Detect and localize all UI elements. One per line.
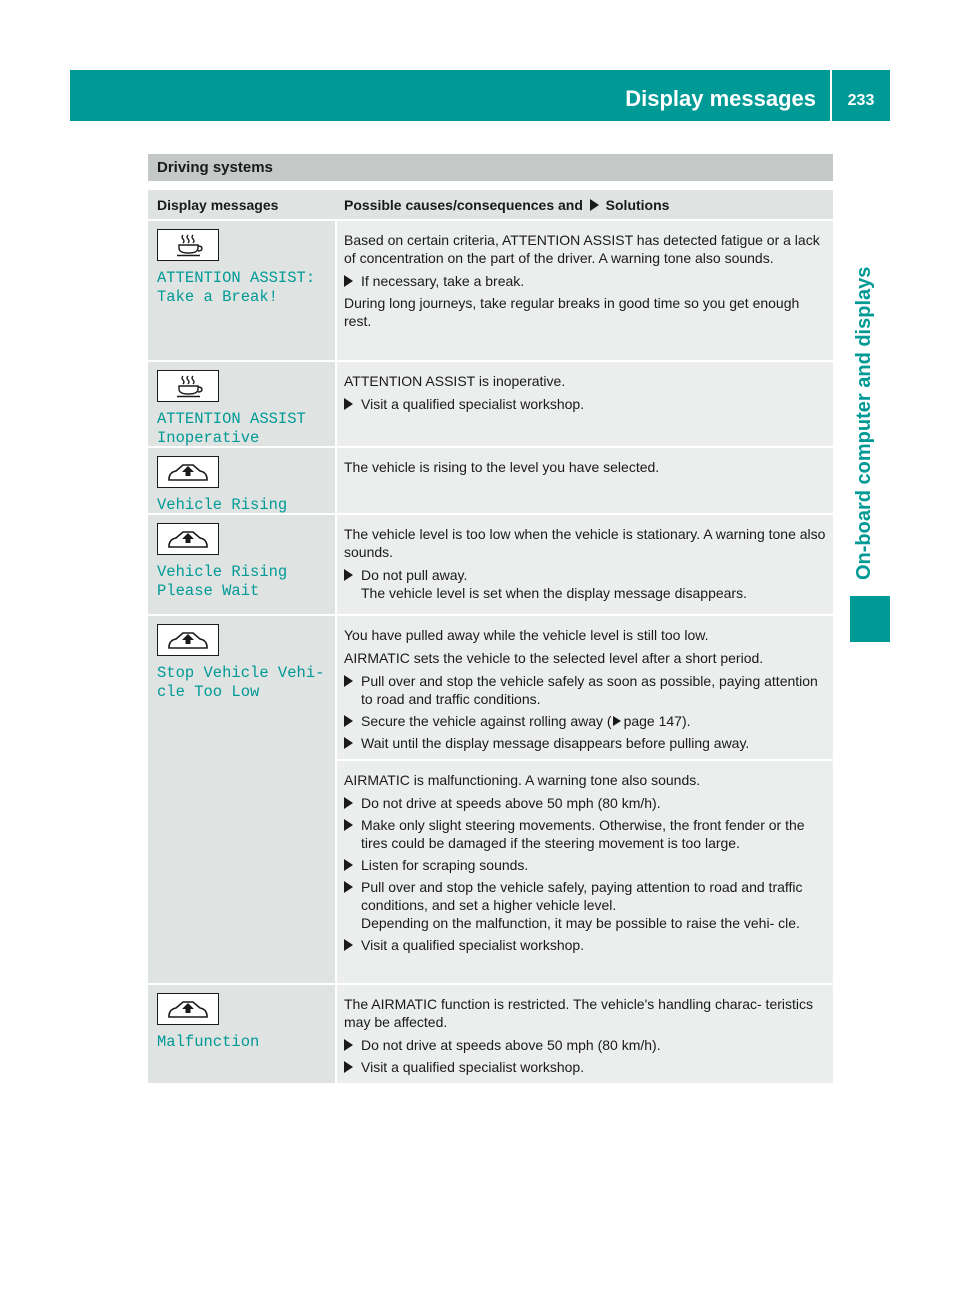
display-messages-table	[148, 190, 833, 1083]
cause-text: AIRMATIC is malfunctioning. A warning tone also sounds.	[344, 772, 701, 788]
solution-cell	[337, 221, 833, 360]
step-arrow-icon	[344, 566, 361, 602]
solution-step: Do not drive at speeds above 50 mph (80 km/h).	[344, 794, 828, 812]
section-title: Driving systems	[148, 154, 833, 181]
display-message-text: Vehicle Rising	[157, 496, 288, 514]
vehicle-level-icon	[157, 456, 219, 488]
solution-step: Listen for scraping sounds.	[344, 856, 828, 874]
col-header-solutions	[337, 190, 833, 219]
step-arrow-icon	[344, 936, 361, 954]
table-row	[148, 362, 833, 448]
header-title: Display messages	[625, 86, 816, 111]
step-arrow-icon	[344, 816, 361, 852]
solution-step: Visit a qualified specialist workshop.	[344, 395, 828, 413]
vehicle-level-icon	[157, 993, 219, 1025]
page-reference-icon	[613, 716, 621, 726]
step-arrow-icon	[344, 878, 361, 932]
solution-step: Make only slight steering movements. Otherwise, the front fender or the tires could be damaged if the steering movement is too large.	[344, 816, 828, 852]
solution-cell	[337, 448, 833, 513]
solution-step: Visit a qualified specialist workshop.	[344, 936, 828, 954]
coffee-cup-icon	[157, 229, 219, 261]
col-header-pre: Possible causes/consequences and	[344, 197, 583, 213]
display-message-text: Malfunction	[157, 1033, 260, 1051]
table-row	[148, 515, 833, 616]
solution-cell	[337, 985, 833, 1083]
table-row	[148, 985, 833, 1083]
page-number: 233	[847, 92, 875, 109]
display-message-text: Vehicle Rising Please Wait	[157, 563, 288, 600]
solution-cell	[337, 362, 833, 446]
display-message-text: Stop Vehicle Vehi‐ cle Too Low	[157, 664, 325, 701]
step-arrow-icon	[344, 395, 361, 413]
step-arrow-icon	[344, 712, 361, 730]
col-header-post: Solutions	[605, 197, 670, 213]
step-arrow-icon	[344, 856, 361, 874]
cause-text: The AIRMATIC function is restricted. The vehicle's handling charac‐ teristics may be affected.	[344, 996, 814, 1030]
solution-step: Wait until the display message disappears before pulling away.	[344, 734, 828, 752]
table-row	[148, 448, 833, 515]
table-header	[148, 190, 833, 221]
vehicle-level-icon	[157, 624, 219, 656]
col-header-display-messages: Display messages	[157, 197, 279, 213]
message-cell	[148, 515, 337, 614]
table-row	[148, 221, 833, 362]
step-arrow-icon	[344, 672, 361, 708]
solution-step: Do not pull away. The vehicle level is set when the display message disappears.	[344, 566, 828, 602]
cause-text: ATTENTION ASSIST is inoperative.	[344, 373, 566, 389]
message-cell	[148, 616, 337, 983]
cause-text: Based on certain criteria, ATTENTION ASSIST has detected fatigue or a lack of concentration on the part of the driver. A warning tone also sounds.	[344, 232, 820, 266]
cause-text: You have pulled away while the vehicle level is still too low.	[344, 627, 709, 643]
display-message-text: ATTENTION ASSIST: Take a Break!	[157, 269, 316, 306]
step-arrow-icon	[344, 734, 361, 752]
step-arrow-icon	[344, 794, 361, 812]
side-tab-marker	[850, 596, 890, 642]
message-cell	[148, 221, 337, 360]
cause-text: The vehicle level is too low when the vehicle is stationary. A warning tone also sounds.	[344, 526, 826, 560]
cause-text: The vehicle is rising to the level you have selected.	[344, 459, 660, 475]
solution-arrow-icon	[590, 199, 599, 211]
display-message-text: ATTENTION ASSIST Inoperative	[157, 410, 306, 447]
solution-cell	[337, 761, 833, 983]
header-bar	[70, 70, 890, 121]
step-arrow-icon	[344, 1036, 361, 1054]
solution-step: If necessary, take a break.	[344, 272, 828, 290]
solution-step: Visit a qualified specialist workshop.	[344, 1058, 828, 1076]
coffee-cup-icon	[157, 370, 219, 402]
message-cell	[148, 985, 337, 1083]
solution-step: Pull over and stop the vehicle safely, paying attention to road and traffic conditions, and set a higher vehicle level. Depending on the malfunction, it may be possible to raise the vehi‐ cle.	[344, 878, 828, 932]
vehicle-level-icon	[157, 523, 219, 555]
solution-step: Pull over and stop the vehicle safely as soon as possible, paying attention to road and traffic conditions.	[344, 672, 828, 708]
solution-step: Secure the vehicle against rolling away ( page 147).	[344, 712, 828, 730]
solution-cell	[337, 515, 833, 614]
message-cell	[148, 362, 337, 446]
solution-stack	[337, 616, 833, 983]
step-arrow-icon	[344, 1058, 361, 1076]
solution-cell	[337, 616, 833, 761]
table-row	[148, 616, 833, 985]
page-reference-link[interactable]: page 147).	[623, 713, 691, 729]
cause-text: AIRMATIC sets the vehicle to the selected level after a short period.	[344, 650, 764, 666]
message-cell	[148, 448, 337, 513]
side-tab-label: On-board computer and displays	[853, 266, 875, 580]
note-text: During long journeys, take regular breaks in good time so you get enough rest.	[344, 295, 800, 329]
solution-step: Do not drive at speeds above 50 mph (80 km/h).	[344, 1036, 828, 1054]
step-arrow-icon	[344, 272, 361, 290]
